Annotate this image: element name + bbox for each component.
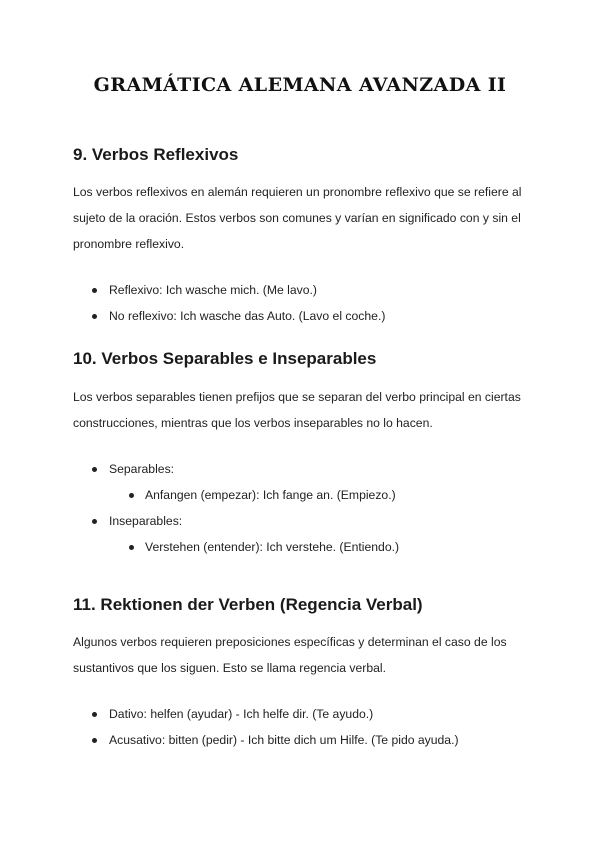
- list-item-text: Anfangen (empezar): Ich fange an. (Empiezo.): [145, 488, 396, 502]
- bullet-list: [73, 701, 533, 753]
- list-item: [73, 727, 533, 753]
- section-verbos-reflexivos: [73, 145, 533, 329]
- bullet-dot-icon: [129, 493, 134, 498]
- list-item: [73, 456, 533, 508]
- list-item-text: Acusativo: bitten (pedir) - Ich bitte dich um Hilfe. (Te pido ayuda.): [109, 733, 459, 747]
- section-verbos-separables: [73, 349, 533, 560]
- bullet-dot-icon: [92, 519, 97, 524]
- section-paragraph: [73, 179, 533, 257]
- bullet-dot-icon: [129, 545, 134, 550]
- section-heading: 11. Rektionen der Verben (Regencia Verbal): [73, 595, 423, 614]
- paragraph-line: Los verbos separables tienen prefijos que se separan del verbo principal en ciertas: [73, 390, 521, 404]
- section-heading: 10. Verbos Separables e Inseparables: [73, 349, 377, 368]
- bullet-list: [73, 277, 533, 329]
- paragraph-line: sustantivos que los siguen. Esto se llama regencia verbal.: [73, 661, 386, 675]
- bullet-dot-icon: [92, 467, 97, 472]
- bullet-list: [73, 456, 533, 560]
- bullet-dot-icon: [92, 712, 97, 717]
- paragraph-line: Algunos verbos requieren preposiciones específicas y determinan el caso de los: [73, 635, 507, 649]
- list-item-text: Separables:: [109, 462, 175, 476]
- document-title: GRAMÁTICA ALEMANA AVANZADA II: [93, 74, 507, 96]
- bullet-dot-icon: [92, 314, 97, 319]
- section-heading: 9. Verbos Reflexivos: [73, 145, 239, 164]
- bullet-dot-icon: [92, 288, 97, 293]
- list-item-text: Reflexivo: Ich wasche mich. (Me lavo.): [109, 283, 317, 297]
- list-item: [73, 303, 533, 329]
- nested-list-item: [109, 534, 533, 560]
- paragraph-line: construcciones, mientras que los verbos inseparables no lo hacen.: [73, 416, 433, 430]
- section-rektionen-der-verben: [73, 595, 533, 753]
- section-paragraph: [73, 384, 533, 436]
- nested-list-item: [109, 482, 533, 508]
- list-item-text: Inseparables:: [109, 514, 183, 528]
- nested-bullet-list: [109, 534, 533, 560]
- paragraph-line: Los verbos reflexivos en alemán requieren un pronombre reflexivo que se refiere al: [73, 185, 522, 199]
- nested-bullet-list: [109, 482, 533, 508]
- bullet-dot-icon: [92, 738, 97, 743]
- paragraph-line: pronombre reflexivo.: [73, 237, 185, 251]
- list-item-text: Verstehen (entender): Ich verstehe. (Entiendo.): [145, 540, 400, 554]
- list-item: [73, 277, 533, 303]
- section-paragraph: [73, 629, 533, 681]
- paragraph-line: sujeto de la oración. Estos verbos son comunes y varían en significado con y sin el: [73, 211, 521, 225]
- list-item: [73, 701, 533, 727]
- list-item-text: Dativo: helfen (ayudar) - Ich helfe dir. (Te ayudo.): [109, 707, 374, 721]
- list-item: [73, 508, 533, 560]
- list-item-text: No reflexivo: Ich wasche das Auto. (Lavo el coche.): [109, 309, 386, 323]
